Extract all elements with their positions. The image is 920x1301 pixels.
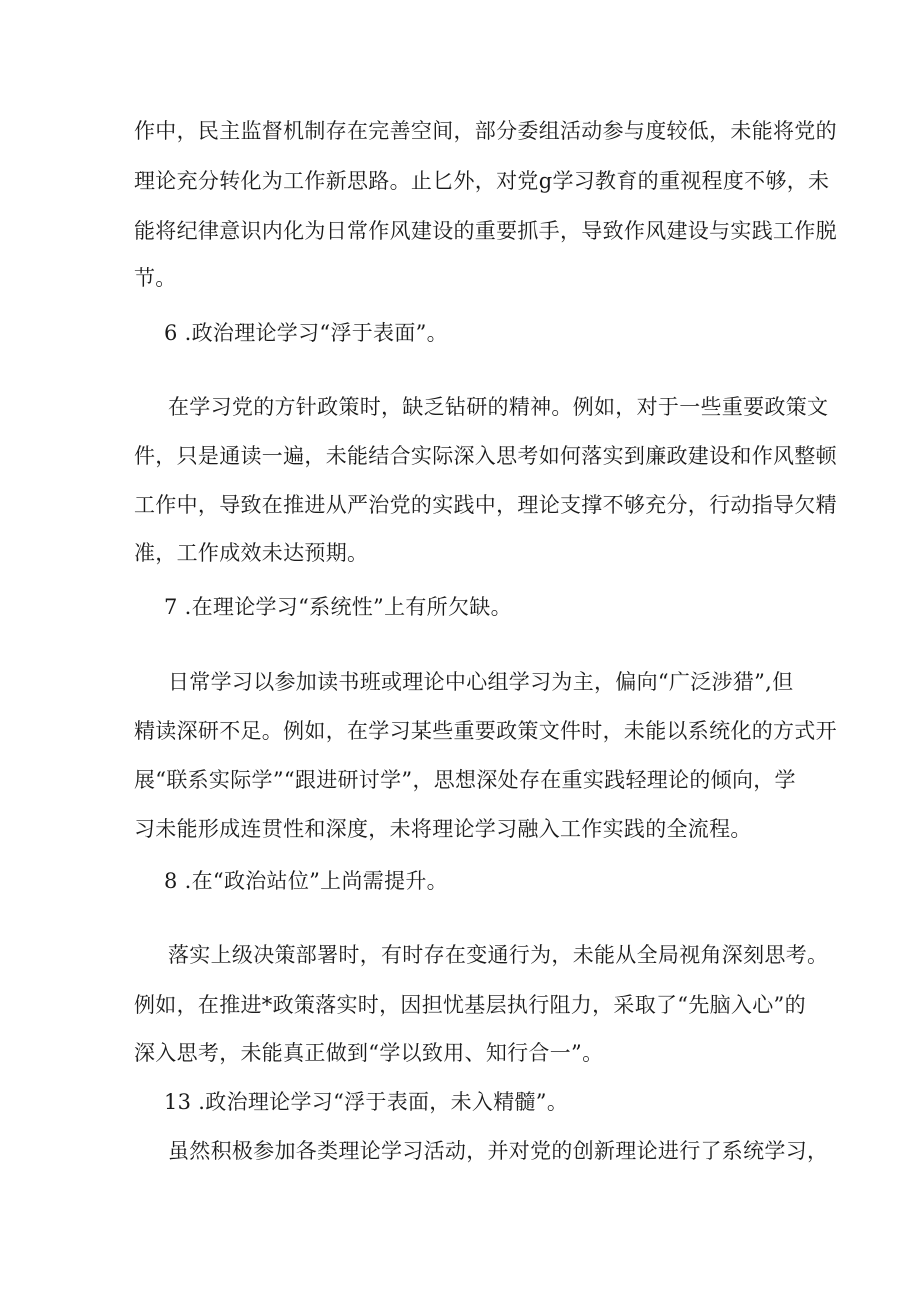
- paragraph-4-line-3: 深入思考，未能真正做到“学以致用、知行合一”。: [134, 1041, 604, 1065]
- paragraph-1-line-3: 能将纪律意识内化为日常作风建设的重要抓手，导致作风建设与实践工作脱: [134, 219, 837, 243]
- paragraph-4-line-2: 例如，在推进*政策落实时，因担忧基层执行阻力，采取了“先脑入心”的: [134, 993, 806, 1017]
- paragraph-1-line-2: 理论充分转化为工作新思路。止匕外，对党g学习教育的重视程度不够，未: [134, 169, 830, 193]
- paragraph-1-line-1: 作中，民主监督机制存在完善空间，部分委组活动参与度较低，未能将党的: [134, 119, 837, 143]
- paragraph-4-line-1: 落实上级决策部署时，有时存在变通行为，未能从全局视角深刻思考。: [168, 943, 829, 967]
- paragraph-5-line-1: 虽然积极参加各类理论学习活动，并对党的创新理论进行了系统学习，: [168, 1139, 829, 1163]
- paragraph-1-line-4: 节。: [134, 266, 177, 290]
- paragraph-3-line-4: 习未能形成连贯性和深度，未将理论学习融入工作实践的全流程。: [134, 817, 752, 841]
- section-heading-8: 8 .在“政治站位”上尚需提升。: [164, 869, 448, 893]
- paragraph-3-line-2: 精读深研不足。例如，在学习某些重要政策文件时，未能以系统化的方式开: [134, 719, 837, 743]
- section-heading-6: 6 .政治理论学习“浮于表面”。: [164, 321, 448, 345]
- section-heading-7: 7 .在理论学习“系统性”上有所欠缺。: [164, 595, 512, 619]
- paragraph-2-line-1: 在学习党的方针政策时，缺乏钻研的精神。例如，对于一些重要政策文: [168, 395, 829, 419]
- paragraph-2-line-3: 工作中，导致在推进从严治党的实践中，理论支撑不够充分，行动指导欠精: [134, 493, 837, 517]
- paragraph-2-line-4: 准，工作成效未达预期。: [134, 541, 369, 565]
- section-heading-13: 13 .政治理论学习“浮于表面，未入精髓”。: [164, 1090, 569, 1114]
- paragraph-2-line-2: 件，只是通读一遍，未能结合实际深入思考如何落实到廉政建设和作风整顿: [134, 444, 837, 468]
- paragraph-3-line-3: 展“联系实际学”“跟进研讨学”，思想深处存在重实践轻理论的倾向，学: [134, 768, 796, 792]
- paragraph-3-line-1: 日常学习以参加读书班或理论中心组学习为主，偏向“广泛涉猎”,但: [168, 670, 794, 694]
